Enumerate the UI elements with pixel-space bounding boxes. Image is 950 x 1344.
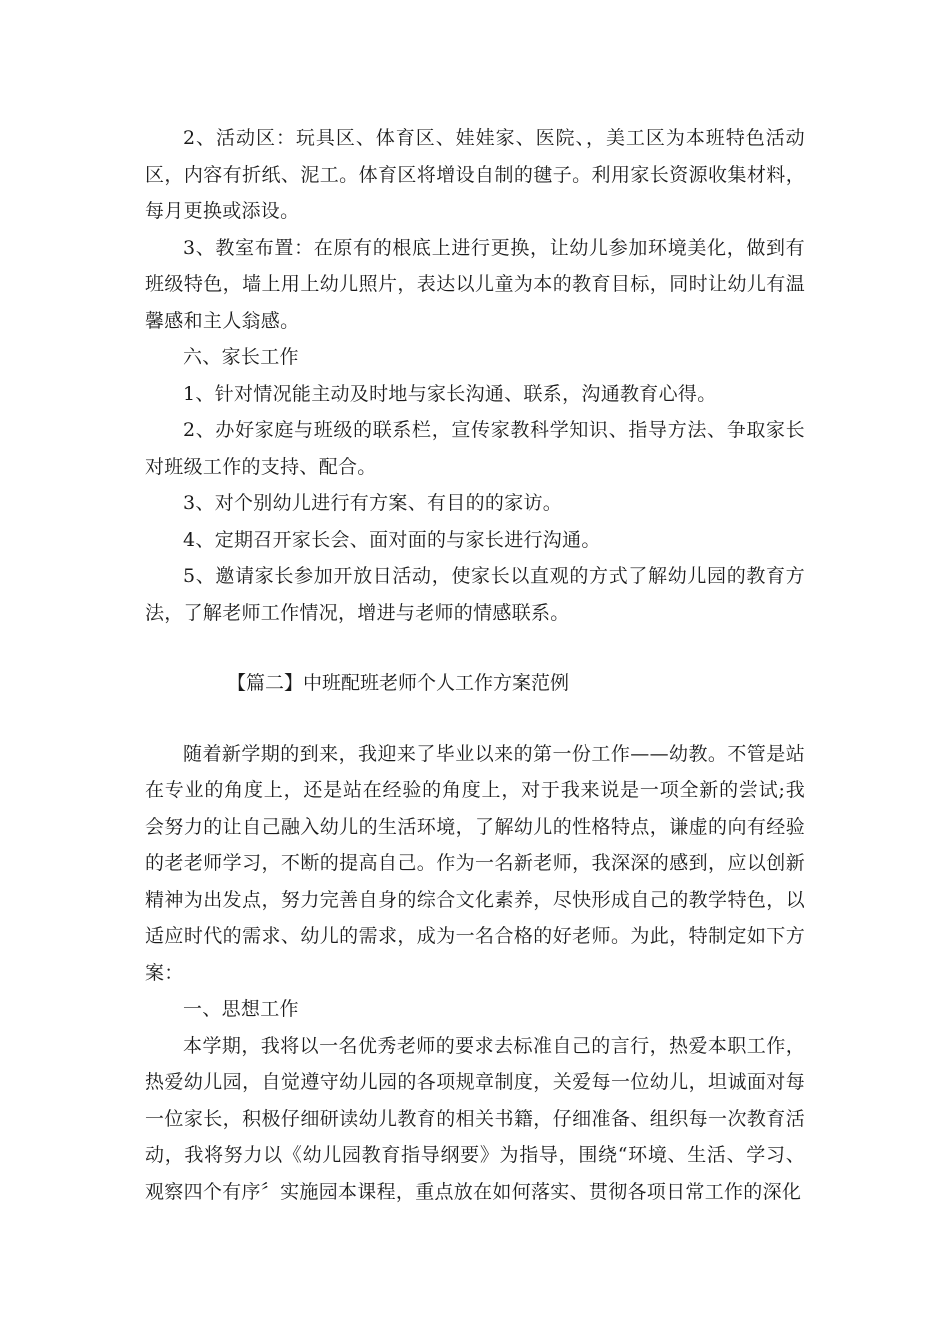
paragraph-parent-item-5: 5、邀请家长参加开放日活动，使家长以直观的方式了解幼儿园的教育方法，了解老师工作情况，增进与老师的情感联系。 (145, 565, 805, 624)
paragraph-parent-item-4: 4、定期召开家长会、面对面的与家长进行沟通。 (183, 528, 601, 551)
paragraph-classroom-layout: 3、教室布置：在原有的根底上进行更换，让幼儿参加环境美化，做到有班级特色，墙上用上幼儿照片，表达以儿童为本的教育目标，同时让幼儿有温馨感和主人翁感。 (145, 236, 805, 332)
paragraph-intro: 随着新学期的到来，我迎来了毕业以来的第一份工作——幼教。不管是站在专业的角度上，还是站在经验的角度上，对于我来说是一项全新的尝试;我会努力的让自己融入幼儿的生活环境，了解幼儿的性格特点，谦虚的向有经验的老老师学习，不断的提高自己。作为一名新老师，我深深的感到，应以创新精神为出发点，努力完善自身的综合文化素养，尽快形成自己的教学特色，以适应时代的需求、幼儿的需求，成为一名合格的好老师。为此，特制定如下方案： (145, 742, 805, 984)
paragraph-activity-areas: 2、活动区：玩具区、体育区、娃娃家、医院、，美工区为本班特色活动区，内容有折纸、泥工。体育区将增设自制的毽子。利用家长资源收集材料，每月更换或添设。 (145, 127, 805, 222)
paragraph-parent-item-1: 1、针对情况能主动及时地与家长沟通、联系，沟通教育心得。 (183, 382, 717, 405)
heading-parent-work: 六、家长工作 (183, 346, 299, 368)
document-page (145, 120, 805, 1210)
paragraph-ideology-body: 本学期，我将以一名优秀老师的要求去标准自己的言行，热爱本职工作，热爱幼儿园，自觉遵守幼儿园的各项规章制度，关爱每一位幼儿，坦诚面对每一位家长，积极仔细研读幼儿教育的相关书籍，仔细准备、组织每一次教育活动，我将努力以《幼儿园教育指导纲要》为指导，围绕“环境、生活、学习、观察四个有序〞实施园本课程，重点放在如何落实、贯彻各项日常工作的深化 (145, 1034, 805, 1203)
heading-ideology-work: 一、思想工作 (183, 998, 299, 1020)
paragraph-parent-item-2: 2、办好家庭与班级的联系栏，宣传家教科学知识、指导方法、争取家长对班级工作的支持、配合。 (145, 419, 805, 478)
paragraph-parent-item-3: 3、对个别幼儿进行有方案、有目的的家访。 (183, 492, 563, 514)
section-title: 【篇二】中班配班老师个人工作方案范例 (227, 672, 570, 694)
spacer (145, 631, 805, 665)
spacer (145, 702, 805, 736)
